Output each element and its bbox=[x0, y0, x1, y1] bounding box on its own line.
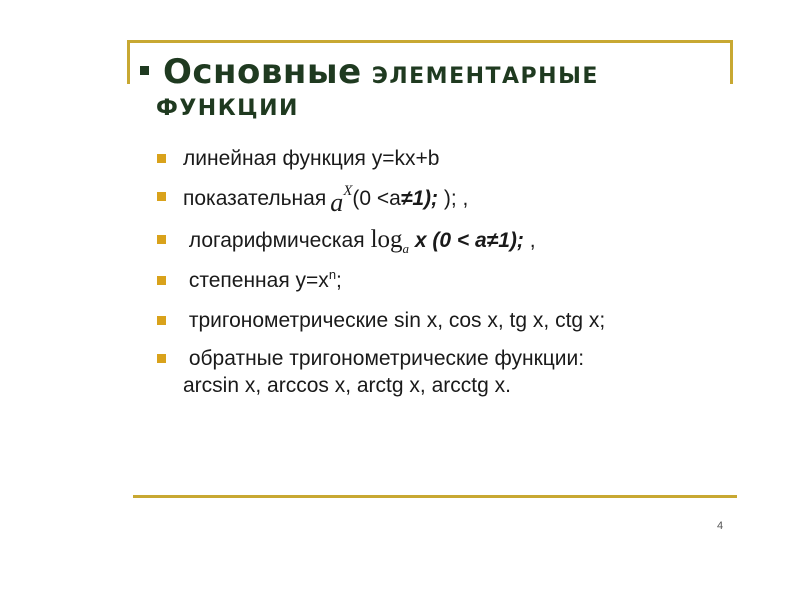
item-tail: ; bbox=[336, 269, 342, 292]
list-item-logarithmic bbox=[157, 226, 757, 256]
formula-base: a bbox=[330, 188, 344, 217]
log-base: a bbox=[402, 241, 410, 256]
condition-open: (0 <a bbox=[352, 187, 401, 210]
item-tail: , bbox=[523, 229, 536, 252]
condition-bold: ≠1); bbox=[400, 187, 439, 210]
frame-bottom-line bbox=[133, 495, 737, 498]
title-word-main: Основные bbox=[163, 52, 362, 92]
log-condition: x (0 < a≠1); bbox=[409, 229, 524, 252]
slide-title bbox=[140, 52, 730, 121]
list-item-exponential bbox=[157, 183, 757, 215]
bullet-icon bbox=[157, 316, 166, 325]
list-item-linear bbox=[157, 145, 757, 172]
title-word-second: ЭЛЕМЕНТАРНЫЕ bbox=[371, 64, 599, 89]
page-number: 4 bbox=[717, 520, 724, 532]
bullet-icon bbox=[157, 235, 166, 244]
list-item-trigonometric bbox=[157, 307, 757, 334]
list-item-power bbox=[157, 267, 757, 296]
item-label: показательная bbox=[183, 187, 327, 210]
item-line2: arcsin x, arccos x, arctg x, arcctg x. bbox=[183, 374, 511, 397]
function-list bbox=[157, 145, 757, 410]
item-label: степенная y=x bbox=[188, 269, 329, 292]
item-label: логарифмическая bbox=[188, 229, 365, 252]
power-exponent: n bbox=[328, 267, 337, 282]
log-symbol: log bbox=[370, 226, 403, 253]
item-line1: обратные тригонометрические функции: bbox=[188, 347, 585, 370]
bullet-icon bbox=[157, 354, 166, 363]
frame-left-line bbox=[127, 40, 130, 84]
bullet-icon bbox=[157, 276, 166, 285]
title-bullet-icon bbox=[140, 66, 149, 75]
item-text: тригонометрические sin x, cos x, tg x, ctg x; bbox=[188, 309, 606, 332]
bullet-icon bbox=[157, 192, 166, 201]
item-tail: ); , bbox=[438, 187, 469, 210]
frame-right-line bbox=[730, 40, 733, 84]
formula-exponent: X bbox=[343, 183, 353, 199]
frame-top-line bbox=[127, 40, 733, 43]
list-item-inverse-trigonometric bbox=[157, 345, 763, 399]
bullet-icon bbox=[157, 154, 166, 163]
title-word-third: ФУНКЦИИ bbox=[156, 96, 299, 121]
item-text: линейная функция y=kx+b bbox=[183, 147, 440, 170]
